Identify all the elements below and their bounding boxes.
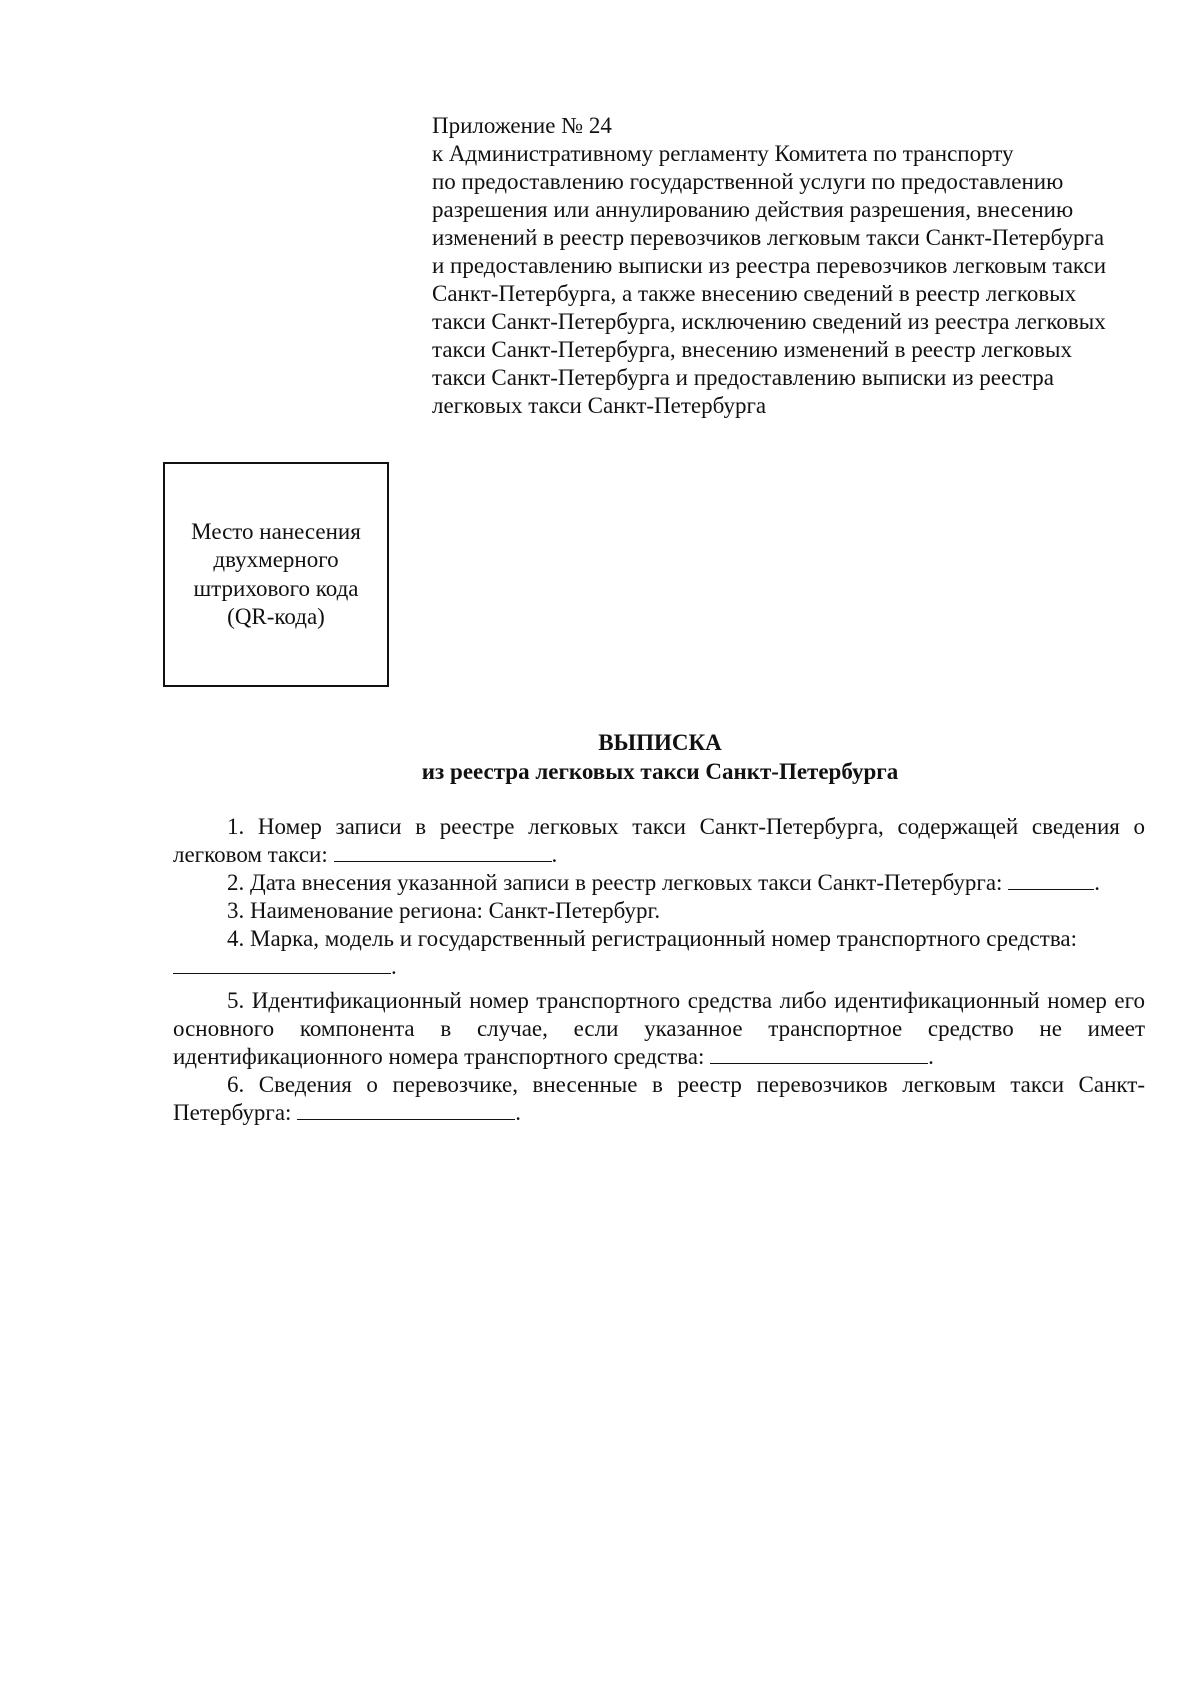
item-3 — [173, 897, 1145, 925]
item-6-blank-field[interactable] — [297, 1099, 515, 1120]
item-5 — [173, 987, 1145, 1071]
item-1-period: . — [551, 842, 558, 867]
item-5-blank-field[interactable] — [710, 1043, 928, 1064]
appendix-line: к Административному регламенту Комитета по транспорту — [432, 141, 1014, 166]
appendix-line: такси Санкт-Петербурга, исключению сведений из реестра легковых — [432, 309, 1106, 334]
item-3-text: 3. Наименование региона: Санкт-Петербург. — [227, 898, 661, 923]
item-4 — [173, 925, 1145, 953]
item-1-blank-field[interactable] — [334, 841, 552, 862]
document-title: ВЫПИСКА — [598, 730, 722, 755]
qr-code-placeholder — [163, 462, 389, 687]
item-4-answer-line — [173, 953, 1145, 981]
appendix-header — [432, 112, 1152, 420]
item-5-period: . — [928, 1044, 934, 1069]
qr-placeholder-line: штрихового кода — [193, 575, 359, 601]
item-2-text: 2. Дата внесения указанной записи в реестр легковых такси Санкт-Петербурга: — [227, 870, 1003, 895]
item-2 — [173, 869, 1145, 897]
qr-placeholder-line: Место нанесения — [191, 518, 361, 544]
item-1 — [173, 813, 1145, 869]
appendix-line: Приложение № 24 — [432, 113, 612, 138]
item-2-period: . — [1094, 870, 1100, 895]
document-body — [173, 813, 1145, 1127]
item-6-period: . — [515, 1100, 521, 1125]
item-6-text: 6. Сведения о перевозчике, внесенные в реестр перевозчиков легковым такси Санкт-Петербурга: — [173, 1072, 1145, 1125]
document-subtitle: из реестра легковых такси Санкт-Петербурга — [421, 759, 899, 784]
appendix-line: изменений в реестр перевозчиков легковым такси Санкт-Петербурга — [432, 225, 1105, 250]
item-4-blank-field[interactable] — [173, 953, 391, 974]
qr-placeholder-line: (QR-кода) — [227, 604, 325, 629]
appendix-line: разрешения или аннулированию действия разрешения, внесению — [432, 197, 1074, 222]
item-2-blank-field[interactable] — [1008, 869, 1094, 890]
item-4-text: 4. Марка, модель и государственный регистрационный номер транспортного средства: — [227, 926, 1077, 951]
item-1-text: 1. Номер записи в реестре легковых такси Санкт-Петербурга, содержащей сведения о легковом такси: — [173, 814, 1145, 867]
appendix-line: по предоставлению государственной услуги по предоставлению — [432, 169, 1064, 194]
appendix-line: легковых такси Санкт-Петербурга — [432, 393, 767, 418]
item-4-period: . — [391, 954, 397, 979]
qr-placeholder-text — [171, 518, 381, 632]
appendix-line: и предоставлению выписки из реестра перевозчиков легковым такси — [432, 253, 1107, 278]
item-5-text: 5. Идентификационный номер транспортного средства либо идентификационный номер его основного компонента в случае, если указанное транспортное средство не имеет идентификационного номера транспортного средства: — [173, 988, 1145, 1069]
qr-placeholder-line: двухмерного — [213, 547, 339, 572]
appendix-line: такси Санкт-Петербурга и предоставлению выписки из реестра — [432, 365, 1054, 390]
appendix-line: такси Санкт-Петербурга, внесению изменений в реестр легковых — [432, 337, 1072, 362]
appendix-line: Санкт-Петербурга, а также внесению сведений в реестр легковых — [432, 281, 1077, 306]
item-6 — [173, 1071, 1145, 1127]
